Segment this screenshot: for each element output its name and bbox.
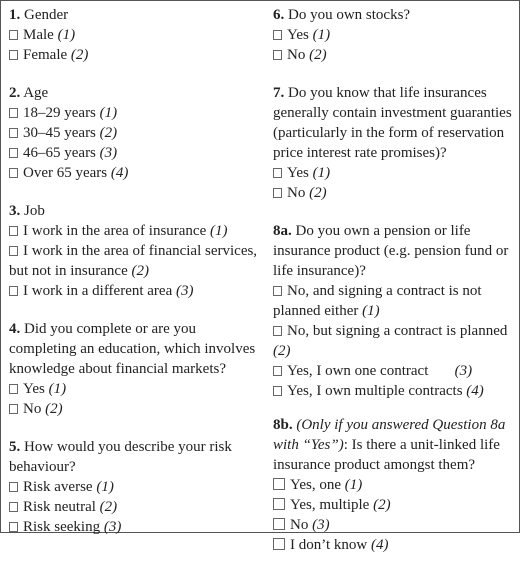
option-item[interactable] <box>9 241 261 281</box>
option-label: Risk averse <box>23 479 97 495</box>
option-item[interactable] <box>273 515 513 535</box>
option-item[interactable] <box>9 281 261 301</box>
right-column <box>273 5 513 573</box>
question-text <box>9 201 261 221</box>
checkbox-icon[interactable] <box>9 128 18 138</box>
checkbox-icon[interactable] <box>273 478 285 490</box>
option-item[interactable] <box>273 163 513 183</box>
checkbox-icon[interactable] <box>273 538 285 550</box>
checkbox-icon[interactable] <box>9 286 18 296</box>
question-7 <box>273 83 513 203</box>
option-label: Over 65 years <box>23 165 111 181</box>
question-8a <box>273 221 513 401</box>
option-label: Yes <box>287 27 313 43</box>
option-label: Risk seeking <box>23 519 104 535</box>
checkbox-icon[interactable] <box>273 50 282 60</box>
option-code: (2) <box>309 185 327 201</box>
checkbox-icon[interactable] <box>9 502 18 512</box>
option-label: No <box>290 517 313 533</box>
question-label: Did you complete or are you completing an education, which involves knowledge about financial markets? <box>9 321 256 377</box>
option-item[interactable] <box>9 143 261 163</box>
question-number: 8a. <box>273 223 292 239</box>
option-label: Risk neutral <box>23 499 100 515</box>
option-code: (4) <box>370 537 389 553</box>
question-3 <box>9 201 261 301</box>
option-code: (2) <box>99 499 118 515</box>
question-number: 6. <box>273 7 285 23</box>
question-label: Do you own a pension or life insurance product (e.g. pension fund or life insurance)? <box>273 223 509 279</box>
option-label: Male <box>23 27 58 43</box>
option-label: No, but signing a contract is planned <box>287 323 508 339</box>
checkbox-icon[interactable] <box>273 30 282 40</box>
question-number: 4. <box>9 321 21 337</box>
option-label: 30–45 years <box>23 125 100 141</box>
option-code: (2) <box>99 125 118 141</box>
option-item[interactable] <box>273 535 513 555</box>
question-text <box>9 319 261 379</box>
option-code: (1) <box>312 165 331 181</box>
option-code: (4) <box>466 383 484 399</box>
option-item[interactable] <box>273 361 513 381</box>
option-code: (1) <box>48 381 67 397</box>
checkbox-icon[interactable] <box>273 188 282 198</box>
option-label: Yes, multiple <box>290 497 374 513</box>
question-number: 2. <box>9 85 21 101</box>
option-item[interactable] <box>273 45 513 65</box>
question-label: Age <box>23 85 49 101</box>
question-text <box>273 5 513 25</box>
option-label: No, and signing a contract is not planned either <box>273 283 482 319</box>
option-code: (2) <box>309 47 327 63</box>
option-code: (1) <box>362 303 380 319</box>
option-label: Yes, I own multiple contracts <box>287 383 467 399</box>
option-label: I work in a different area <box>23 283 176 299</box>
option-item[interactable] <box>9 45 261 65</box>
question-2 <box>9 83 261 183</box>
option-label: Yes, I own one contract <box>287 363 455 379</box>
option-code: (2) <box>45 401 63 417</box>
question-8b <box>273 415 513 555</box>
question-number: 3. <box>9 203 21 219</box>
question-label: Do you own stocks? <box>288 7 411 23</box>
option-code: (2) <box>273 343 291 359</box>
option-code: (3) <box>175 283 194 299</box>
option-item[interactable] <box>9 123 261 143</box>
option-code: (1) <box>312 27 331 43</box>
question-6 <box>273 5 513 65</box>
option-code: (1) <box>99 105 118 121</box>
option-code: (1) <box>210 223 228 239</box>
checkbox-icon[interactable] <box>9 246 18 256</box>
option-item[interactable] <box>273 25 513 45</box>
question-1 <box>9 5 261 65</box>
checkbox-icon[interactable] <box>9 482 18 492</box>
option-label: 18–29 years <box>23 105 100 121</box>
option-label: I work in the area of insurance <box>23 223 211 239</box>
checkbox-icon[interactable] <box>273 366 282 376</box>
option-label: Yes <box>287 165 313 181</box>
option-code: (3) <box>103 519 122 535</box>
option-code: (3) <box>312 517 330 533</box>
option-code: (2) <box>70 47 89 63</box>
option-label: I work in the area of financial services, but not in insurance <box>9 243 258 279</box>
option-code: (3) <box>99 145 118 161</box>
option-item[interactable] <box>9 477 261 497</box>
option-label: 46–65 years <box>23 145 100 161</box>
question-number: 8b. <box>273 417 293 433</box>
option-item[interactable] <box>273 281 513 321</box>
question-label: : Is there a unit-linked life insurance product amongst them? <box>273 437 500 473</box>
checkbox-icon[interactable] <box>9 168 18 178</box>
option-label: No <box>23 401 46 417</box>
option-code: (4) <box>110 165 129 181</box>
option-item[interactable] <box>273 381 513 401</box>
checkbox-icon[interactable] <box>9 108 18 118</box>
option-label: Female <box>23 47 71 63</box>
checkbox-icon[interactable] <box>273 286 282 296</box>
option-item[interactable] <box>9 379 261 399</box>
checkbox-icon[interactable] <box>273 326 282 336</box>
question-text <box>9 5 261 25</box>
option-item[interactable] <box>9 25 261 45</box>
option-item[interactable] <box>273 183 513 203</box>
left-column <box>9 5 261 555</box>
option-item[interactable] <box>9 103 261 123</box>
checkbox-icon[interactable] <box>9 50 18 60</box>
checkbox-icon[interactable] <box>273 518 285 530</box>
question-text <box>9 437 261 477</box>
question-number: 7. <box>273 85 285 101</box>
question-text <box>273 83 513 163</box>
question-text <box>9 83 261 103</box>
checkbox-icon[interactable] <box>9 226 18 236</box>
checkbox-icon[interactable] <box>273 498 285 510</box>
option-code: (2) <box>373 497 391 513</box>
checkbox-icon[interactable] <box>9 404 18 414</box>
option-code: (1) <box>57 27 76 43</box>
question-label: Do you know that life insurances generally contain investment guaranties (particularly in the form of reservation price interest rate promises)? <box>273 85 512 161</box>
option-item[interactable] <box>9 221 261 241</box>
checkbox-icon[interactable] <box>9 30 18 40</box>
option-label: I don’t know <box>290 537 371 553</box>
option-code: (1) <box>96 479 114 495</box>
checkbox-icon[interactable] <box>9 384 18 394</box>
option-label: Yes, one <box>290 477 345 493</box>
checkbox-icon[interactable] <box>9 148 18 158</box>
checkbox-icon[interactable] <box>9 522 18 532</box>
option-item[interactable] <box>273 475 513 495</box>
checkbox-icon[interactable] <box>273 386 282 396</box>
option-item[interactable] <box>9 497 261 517</box>
question-number: 1. <box>9 7 21 23</box>
question-label: Job <box>24 203 45 219</box>
question-text <box>273 415 513 475</box>
option-item[interactable] <box>9 517 261 537</box>
option-item[interactable] <box>9 163 261 183</box>
option-item[interactable] <box>273 321 513 361</box>
option-code: (1) <box>344 477 363 493</box>
question-label: Gender <box>24 7 69 23</box>
question-5 <box>9 437 261 537</box>
question-number: 5. <box>9 439 21 455</box>
question-label: How would you describe your risk behaviour? <box>9 439 232 475</box>
question-4 <box>9 319 261 419</box>
option-label: No <box>287 47 310 63</box>
option-code: (3) <box>454 363 473 379</box>
option-code: (2) <box>131 263 149 279</box>
option-label: No <box>287 185 310 201</box>
option-label: Yes <box>23 381 49 397</box>
checkbox-icon[interactable] <box>273 168 282 178</box>
option-item[interactable] <box>9 399 261 419</box>
option-item[interactable] <box>273 495 513 515</box>
question-text <box>273 221 513 281</box>
question-condition: (Only if you answered Question 8a with “Yes”) <box>273 417 506 453</box>
